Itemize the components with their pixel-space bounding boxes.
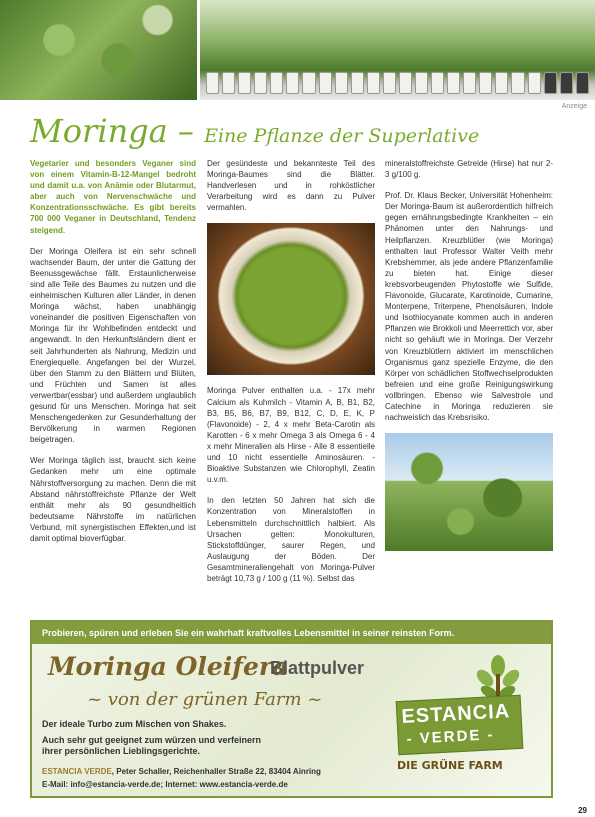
page-title: Moringa – Eine Pflanze der Superlative (30, 112, 480, 150)
ad-text-line: Auch sehr gut geeignet zum würzen und verfeinern (42, 735, 262, 745)
moringa-tree-photo (0, 0, 197, 100)
moringa-leaves-photo (385, 433, 553, 551)
page-subtitle: Eine Pflanze der Superlative (204, 125, 480, 147)
pots-row (200, 72, 595, 94)
ad-text-line: Der ideale Turbo zum Mischen von Shakes. (42, 719, 227, 729)
intro-paragraph: Vegetarier und besonders Veganer sind von einem Vitamin-B-12-Mangel bedroht und damit u.a. von Anämie oder Blutarmut, aber auch von Nervenschwäche und Konzentrationsschwäche. Es gibt bereits 700 000 Veganer in Deutschland, Tendenz steigend. (30, 159, 196, 235)
logo-banner: ESTANCIA - VERDE - (396, 695, 524, 755)
article-column-1 (30, 158, 196, 554)
ad-slogan: ~ von der grünen Farm ~ (87, 689, 323, 710)
moringa-powder-photo (207, 223, 375, 375)
ad-headline: Probieren, spüren und erleben Sie ein wahrhaft kraftvolles Lebensmittel in seiner reinsten Form. (32, 622, 551, 644)
ad-product-name: Blattpulver (270, 658, 365, 678)
logo-tagline: DIE GRÜNE FARM (397, 759, 503, 772)
body-paragraph: mineralstoffreichste Getreide (Hirse) hat nur 2-3 g/100 g. (385, 159, 553, 180)
body-paragraph: Der gesündeste und bekannteste Teil des Moringa-Baumes sind die Blätter. Handverlesen und in rohköstlicher Verarbeitung wird es dann zu Pulver vermahlen. (207, 159, 375, 213)
page-number: 29 (578, 806, 587, 815)
ad-contact-email: E-Mail: info@estancia-verde.de; Internet: www.estancia-verde.de (42, 780, 288, 789)
estancia-verde-logo (397, 654, 537, 784)
article-column-3 (385, 158, 553, 551)
body-paragraph: Moringa Pulver enthalten u.a. - 17x mehr Calcium als Kuhmilch - Vitamin A, B, B1, B2, B3, B5, B6, B7, B9, B12, C, D, E, K, P (Flavonoide) - 2, 4 x mehr Beta-Carotin als Karotten - 6 x mehr Omega 3 als Omega 6 - 4 x mehr Mineralien als Hirse - Alle 8 essentielle und 10 nicht essentielle Aminosäuren. - Bioaktive Substanzen wie Chlorophyll, Zeatin u.v.m. (207, 386, 375, 485)
body-paragraph: Der Moringa Oleifera ist ein sehr schnell wachsender Baum, der unter die Gattung der Beenussgewächse fällt. Erstaunlicherweise sind alle Teile des Baumes zu nutzen und die einheimischen Kulturen aller Länder, in denen Moringa wächst, haben unabhängig voneinander die positiven Eigenschaften von Moringa für ihr Wohlbefinden entdeckt und angewandt. In den Herkunftsländern dient er seit Jahrhunderten als Nahrung, Medizin und Energiequelle. Angefangen bei der Wurzel, über den Stamm zu den Blättern und Blüten, und Früchten und Samen ist alles verwertbar(essbar) und außerdem unglaublich gesund für uns Menschen. Moringa hat seit Menschengedenken zur Gesunderhaltung der Bervölkerung in warmen Regionen beigetragen. (30, 246, 196, 445)
advertisement-box (30, 620, 553, 798)
article-column-2 (207, 158, 375, 594)
ad-text-line: ihrer persönlichen Lieblingsgerichte. (42, 746, 201, 756)
body-paragraph: Wer Moringa täglich isst, braucht sich keine Gedanken mehr um eine optimale Nährstoffversorgung zu machen. Denn die mit Abstand nährstoffreichste Pflanze der Welt enthält mehr als 90 gesundheitlich bedeutsame Nährstoffe im natürlichen Verbund, mit synergistischen Effekten,und ist damit optimal bioverfügbar. (30, 456, 196, 543)
ad-contact-address: ESTANCIA VERDE, Peter Schaller, Reichenhaller Straße 22, 83404 Ainring (42, 767, 321, 776)
seedling-nursery-photo (200, 0, 595, 100)
ad-brand-name: Moringa Oleifera (48, 652, 289, 681)
body-paragraph: Prof. Dr. Klaus Becker, Universität Hohenheim: Der Moringa-Baum ist außerordentlich hilfreich gegen ernährungsbedingte Krankheiten – ein Phänomen unter den Nahrungs- und Heilpflanzen. Kreuzblütler (wie Moringa) enthalten laut Professor Walter Veith mehr Krebshemmer, als jede andere Pflanzenfamilie zu bieten hat. Einige dieser krebsvorbeugenden Phytostoffe wie Sulfide, Flavonoide, Glucarate, Karotinoide, Cumarine, Monterpene, Triterpene, Phenolsäuren, Indole und Isothiocyanate kommen auch in anderen Pflanzen wie Brokkoli und Meerrettich vor, aber nicht so gehäuft wie in Moringa. Der Verzehr von Kreuzblütlern aktiviert im menschlichen Organismus ganz spezielle Enzyme, die den Körper von schädlichen Stoffwechselprodukten befreien und eine große Reinigungswirkung vollbringen. Ebenso wie Salvestrole und Catechine in Moringa reduzieren sie nachweislich das Krebsrisiko. (385, 191, 553, 423)
body-paragraph: In den letzten 50 Jahren hat sich die Konzentration von Mineralstoffen in Lebensmitteln durchschnittlich halbiert. Als Ursachen gelten: Monokulturen, Stickstoffdünger, saurer Regen, und Auslaugung der Böden. Der Gesamtmineraliengehalt von Moringa-Pulver beträgt 10,73 g / 100 g (11 %). Selbst das (207, 496, 375, 583)
advertisement-label: Anzeige (561, 103, 587, 110)
